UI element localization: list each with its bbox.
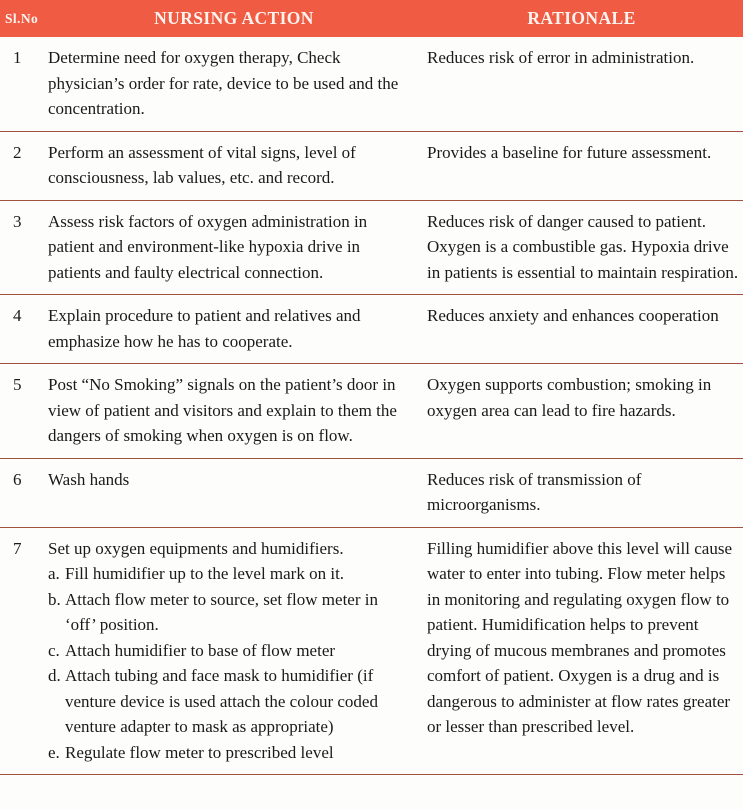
sublist-text: Attach tubing and face mask to humidifier (if venture device is used attach the colour coded venture adapter to mask as appropriate) <box>65 666 378 736</box>
table-row <box>0 132 743 201</box>
table-row <box>0 37 743 132</box>
sublist-item <box>48 663 412 740</box>
rationale-text: Reduces anxiety and enhances cooperation <box>427 306 719 325</box>
sublist-text: Attach humidifier to base of flow meter <box>65 640 336 660</box>
action-text: Assess risk factors of oxygen administration in patient and environment-like hypoxia drive in patients and faulty electrical connection. <box>48 211 368 282</box>
cell-nursing-action <box>48 132 420 200</box>
cell-nursing-action <box>48 364 420 458</box>
cell-rationale <box>420 132 743 175</box>
cell-rationale <box>420 364 743 432</box>
rationale-text: Provides a baseline for future assessment. <box>427 142 712 162</box>
rationale-text: Reduces risk of danger caused to patient. Oxygen is a combustible gas. Hypoxia drive in patients is essential to maintain respiration. <box>427 211 739 282</box>
table-row <box>0 459 743 528</box>
action-text: Explain procedure to patient and relatives and emphasize how he has to cooperate. <box>48 306 361 351</box>
cell-rationale <box>420 295 743 338</box>
cell-slno: 7 <box>13 538 22 558</box>
sublist-item <box>48 587 412 638</box>
cell-nursing-action <box>48 295 420 363</box>
rationale-text: Reduces risk of transmission of microorganisms. <box>427 469 642 514</box>
rationale-text: Oxygen supports combustion; smoking in oxygen area can lead to fire hazards. <box>427 375 712 420</box>
action-text: Determine need for oxygen therapy, Check physician’s order for rate, device to be used and the concentration. <box>48 48 399 118</box>
sublist-text: Fill humidifier up to the level mark on it. <box>65 564 345 583</box>
sublist-marker: a. <box>48 564 60 583</box>
sublist-item <box>48 740 412 766</box>
cell-nursing-action <box>48 459 420 502</box>
rationale-text: Reduces risk of error in administration. <box>427 48 695 67</box>
cell-rationale <box>420 459 743 527</box>
cell-slno: 3 <box>13 211 22 231</box>
cell-rationale <box>420 528 743 749</box>
action-text: Post “No Smoking” signals on the patient’s door in view of patient and visitors and explain to them the dangers of smoking when oxygen is on flow. <box>48 375 397 445</box>
action-text: Set up oxygen equipments and humidifiers. <box>48 538 344 558</box>
sublist-item <box>48 638 412 664</box>
rationale-text: Filling humidifier above this level will cause water to enter into tubing. Flow meter helps in monitoring and regulating oxygen flow to patient. Humidification helps to prevent drying of mucous membranes and promotes comfort of patient. Oxygen is a drug and is dangerous to administer at flow rates greater or lesser than prescribed level. <box>427 538 732 736</box>
cell-rationale <box>420 201 743 295</box>
column-header-nursing-action: NURSING ACTION <box>154 8 314 28</box>
table-row <box>0 295 743 364</box>
sublist-marker: e. <box>48 742 60 762</box>
cell-nursing-action <box>48 37 420 131</box>
sublist-text: Attach flow meter to source, set flow meter in ‘off’ position. <box>65 589 378 634</box>
cell-nursing-action <box>48 201 420 295</box>
column-header-slno: Sl.No <box>5 10 39 26</box>
action-text: Wash hands <box>48 469 130 489</box>
sublist-item <box>48 561 412 587</box>
table-row <box>0 201 743 296</box>
cell-slno: 1 <box>13 48 22 67</box>
sublist-marker: b. <box>48 589 61 609</box>
table-row <box>0 364 743 459</box>
sublist-marker: c. <box>48 640 60 660</box>
action-text: Perform an assessment of vital signs, level of consciousness, lab values, etc. and record. <box>48 142 356 187</box>
action-sublist <box>48 561 412 765</box>
cell-slno: 2 <box>13 142 22 162</box>
table-row <box>0 528 743 776</box>
cell-slno: 5 <box>13 375 22 394</box>
column-header-rationale: RATIONALE <box>527 8 636 28</box>
sublist-marker: d. <box>48 666 61 685</box>
cell-rationale <box>420 37 743 80</box>
cell-slno: 6 <box>13 469 22 489</box>
cell-nursing-action <box>48 528 420 775</box>
table-body <box>0 37 743 775</box>
sublist-text: Regulate flow meter to prescribed level <box>65 742 334 762</box>
cell-slno: 4 <box>13 306 22 325</box>
table-header-row <box>0 0 743 37</box>
